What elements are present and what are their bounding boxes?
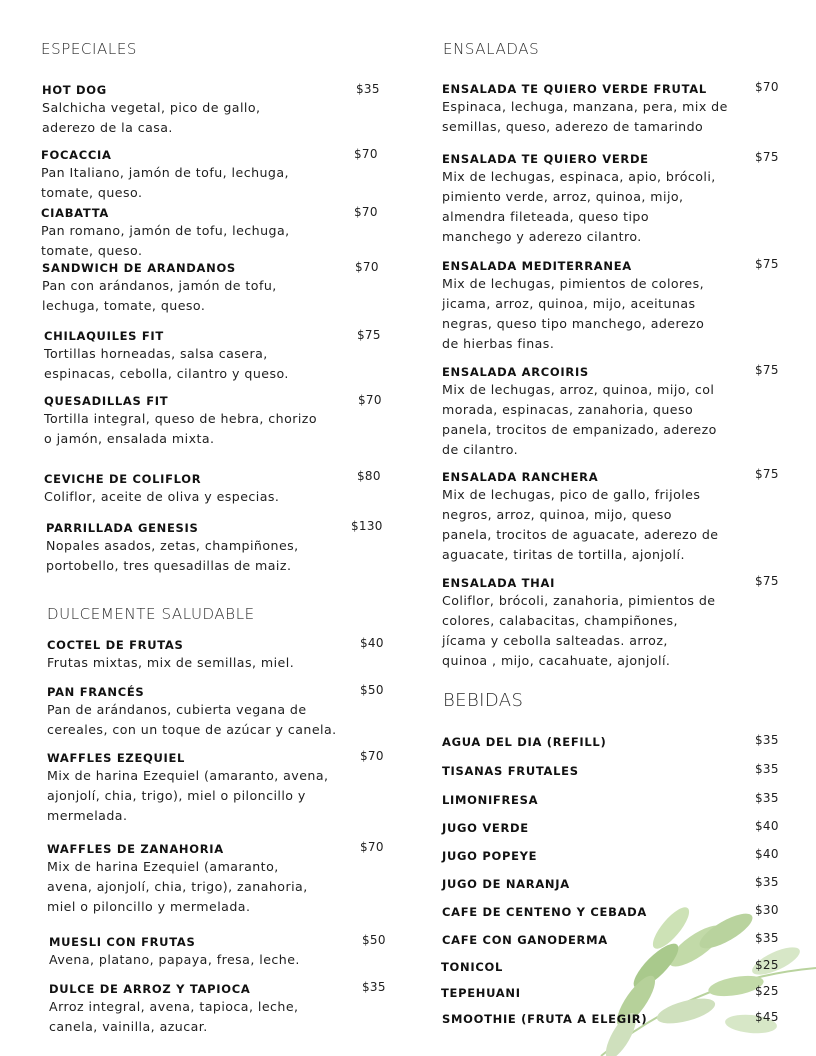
- menu-item-sandwich-arandanos: [42, 260, 332, 316]
- drink-name: JUGO VERDE: [442, 821, 529, 835]
- menu-item-ensalada-mediterranea: [442, 258, 732, 354]
- item-name: ENSALADA RANCHERA: [442, 470, 599, 484]
- item-price: $75: [755, 363, 779, 377]
- menu-item-dulce-arroz-tapioca: [49, 981, 339, 1037]
- drink-price: $35: [755, 762, 779, 776]
- item-name: PAN FRANCÉS: [47, 685, 145, 699]
- especiales-heading: ESPECIALES: [41, 40, 138, 58]
- item-name: CHILAQUILES FIT: [44, 329, 164, 343]
- menu-item-ceviche-coliflor: [44, 471, 334, 507]
- item-name: ENSALADA THAI: [442, 576, 556, 590]
- item-price: $70: [360, 749, 384, 763]
- menu-item-ensalada-verde-frutal: [442, 81, 732, 137]
- item-description: Nopales asados, zetas, champiñones, portobello, tres quesadillas de maiz.: [46, 538, 299, 573]
- item-price: $75: [357, 328, 381, 342]
- item-price: $75: [755, 574, 779, 588]
- menu-item-hot-dog: [42, 82, 332, 138]
- drink-name: TISANAS FRUTALES: [442, 764, 579, 778]
- bebidas-heading: BEBIDAS: [443, 690, 524, 711]
- drink-name: TEPEHUANI: [441, 986, 521, 1000]
- item-name: CIABATTA: [41, 206, 109, 220]
- drink-price: $35: [755, 875, 779, 889]
- drink-name: CAFE CON GANODERMA: [442, 933, 608, 947]
- item-description: Tortillas horneadas, salsa casera, espinacas, cebolla, cilantro y queso.: [44, 346, 289, 381]
- item-price: $75: [755, 467, 779, 481]
- item-description: Mix de lechugas, pimientos de colores, jicama, arroz, quinoa, mijo, aceitunas negras, queso tipo manchego, aderezo de hierbas finas.: [442, 276, 705, 351]
- drink-name: JUGO POPEYE: [442, 849, 538, 863]
- menu-item-ensalada-ranchera: [442, 469, 732, 565]
- item-price: $70: [358, 393, 382, 407]
- leaf-branch-decoration: [576, 906, 816, 1056]
- drink-price: $30: [755, 903, 779, 917]
- item-name: WAFFLES DE ZANAHORIA: [47, 842, 224, 856]
- item-description: Pan romano, jamón de tofu, lechuga, tomate, queso.: [41, 223, 290, 258]
- drink-price: $40: [755, 847, 779, 861]
- item-price: $70: [354, 205, 378, 219]
- item-price: $75: [755, 257, 779, 271]
- item-price: $70: [755, 80, 779, 94]
- item-price: $40: [360, 636, 384, 650]
- menu-item-parrillada-genesis: [46, 520, 336, 576]
- menu-item-focaccia: [41, 147, 331, 203]
- item-description: Mix de lechugas, pico de gallo, frijoles negros, arroz, quinoa, mijo, queso panela, trocitos de aguacate, aderezo de aguacate, tiritas de tortilla, ajonjolí.: [442, 487, 719, 562]
- item-description: Tortilla integral, queso de hebra, chorizo o jamón, ensalada mixta.: [44, 411, 318, 446]
- item-name: COCTEL DE FRUTAS: [47, 638, 184, 652]
- item-name: HOT DOG: [42, 83, 107, 97]
- drink-price: $25: [755, 958, 779, 972]
- item-description: Mix de harina Ezequiel (amaranto, avena, ajonjolí, chia, trigo), miel o piloncillo y mermelada.: [47, 768, 329, 823]
- item-name: QUESADILLAS FIT: [44, 394, 169, 408]
- item-price: $80: [357, 469, 381, 483]
- item-name: ENSALADA MEDITERRANEA: [442, 259, 632, 273]
- item-price: $70: [360, 840, 384, 854]
- item-description: Salchicha vegetal, pico de gallo, aderezo de la casa.: [42, 100, 261, 135]
- item-description: Coliflor, aceite de oliva y especias.: [44, 489, 280, 504]
- menu-item-ensalada-thai: [442, 575, 732, 671]
- item-price: $50: [362, 933, 386, 947]
- item-description: Mix de lechugas, arroz, quinoa, mijo, col morada, espinacas, zanahoria, queso panela, trocitos de empanizado, aderezo de cilantro.: [442, 382, 717, 457]
- item-name: ENSALADA TE QUIERO VERDE FRUTAL: [442, 82, 707, 96]
- menu-item-waffles-ezequiel: [47, 750, 337, 826]
- drink-price: $40: [755, 819, 779, 833]
- drink-name: JUGO DE NARANJA: [442, 877, 570, 891]
- menu-item-coctel-frutas: [47, 637, 337, 673]
- item-description: Pan de arándanos, cubierta vegana de cereales, con un toque de azúcar y canela.: [47, 702, 337, 737]
- menu-item-quesadillas-fit: [44, 393, 334, 449]
- item-description: Pan Italiano, jamón de tofu, lechuga, tomate, queso.: [41, 165, 289, 200]
- ensaladas-heading: ENSALADAS: [443, 40, 540, 58]
- drink-price: $35: [755, 733, 779, 747]
- menu-item-muesli-frutas: [49, 934, 339, 970]
- item-name: SANDWICH DE ARANDANOS: [42, 261, 236, 275]
- drink-price: $35: [755, 791, 779, 805]
- item-price: $35: [356, 82, 380, 96]
- menu-item-pan-frances: [47, 684, 337, 740]
- menu-item-ciabatta: [41, 205, 331, 261]
- drink-name: LIMONIFRESA: [442, 793, 539, 807]
- item-name: DULCE DE ARROZ Y TAPIOCA: [49, 982, 251, 996]
- item-description: Pan con arándanos, jamón de tofu, lechuga, tomate, queso.: [42, 278, 277, 313]
- drink-price: $45: [755, 1010, 779, 1024]
- item-description: Mix de lechugas, espinaca, apio, brócoli, pimiento verde, arroz, quinoa, mijo, almendra fileteada, queso tipo manchego y aderezo cilantro.: [442, 169, 716, 244]
- item-price: $50: [360, 683, 384, 697]
- menu-item-chilaquiles-fit: [44, 328, 334, 384]
- item-price: $70: [354, 147, 378, 161]
- item-description: Frutas mixtas, mix de semillas, miel.: [47, 655, 295, 670]
- item-name: CEVICHE DE COLIFLOR: [44, 472, 202, 486]
- item-price: $75: [755, 150, 779, 164]
- drink-price: $35: [755, 931, 779, 945]
- item-name: ENSALADA ARCOIRIS: [442, 365, 589, 379]
- item-description: Avena, platano, papaya, fresa, leche.: [49, 952, 300, 967]
- menu-item-ensalada-arcoiris: [442, 364, 732, 460]
- item-name: WAFFLES EZEQUIEL: [47, 751, 186, 765]
- item-name: ENSALADA TE QUIERO VERDE: [442, 152, 649, 166]
- drink-price: $25: [755, 984, 779, 998]
- item-description: Coliflor, brócoli, zanahoria, pimientos de colores, calabacitas, champiñones, jícama y cebolla salteadas. arroz, quinoa , mijo, cacahuate, ajonjolí.: [442, 593, 716, 668]
- item-price: $70: [355, 260, 379, 274]
- item-description: Mix de harina Ezequiel (amaranto, avena, ajonjolí, chia, trigo), zanahoria, miel o piloncillo y mermelada.: [47, 859, 308, 914]
- item-price: $35: [362, 980, 386, 994]
- menu-item-waffles-zanahoria: [47, 841, 337, 917]
- drink-name: TONICOL: [441, 960, 503, 974]
- item-name: FOCACCIA: [41, 148, 112, 162]
- drink-name: AGUA DEL DIA (REFILL): [442, 735, 607, 749]
- item-price: $130: [351, 519, 383, 533]
- item-description: Arroz integral, avena, tapioca, leche, canela, vainilla, azucar.: [49, 999, 299, 1034]
- dulcemente-heading: DULCEMENTE SALUDABLE: [47, 605, 255, 623]
- drink-name: CAFE DE CENTENO Y CEBADA: [442, 905, 648, 919]
- item-name: MUESLI CON FRUTAS: [49, 935, 196, 949]
- menu-item-ensalada-verde: [442, 151, 732, 247]
- item-description: Espinaca, lechuga, manzana, pera, mix de semillas, queso, aderezo de tamarindo: [442, 99, 728, 134]
- item-name: PARRILLADA GENESIS: [46, 521, 199, 535]
- drink-name: SMOOTHIE (FRUTA A ELEGIR): [442, 1012, 648, 1026]
